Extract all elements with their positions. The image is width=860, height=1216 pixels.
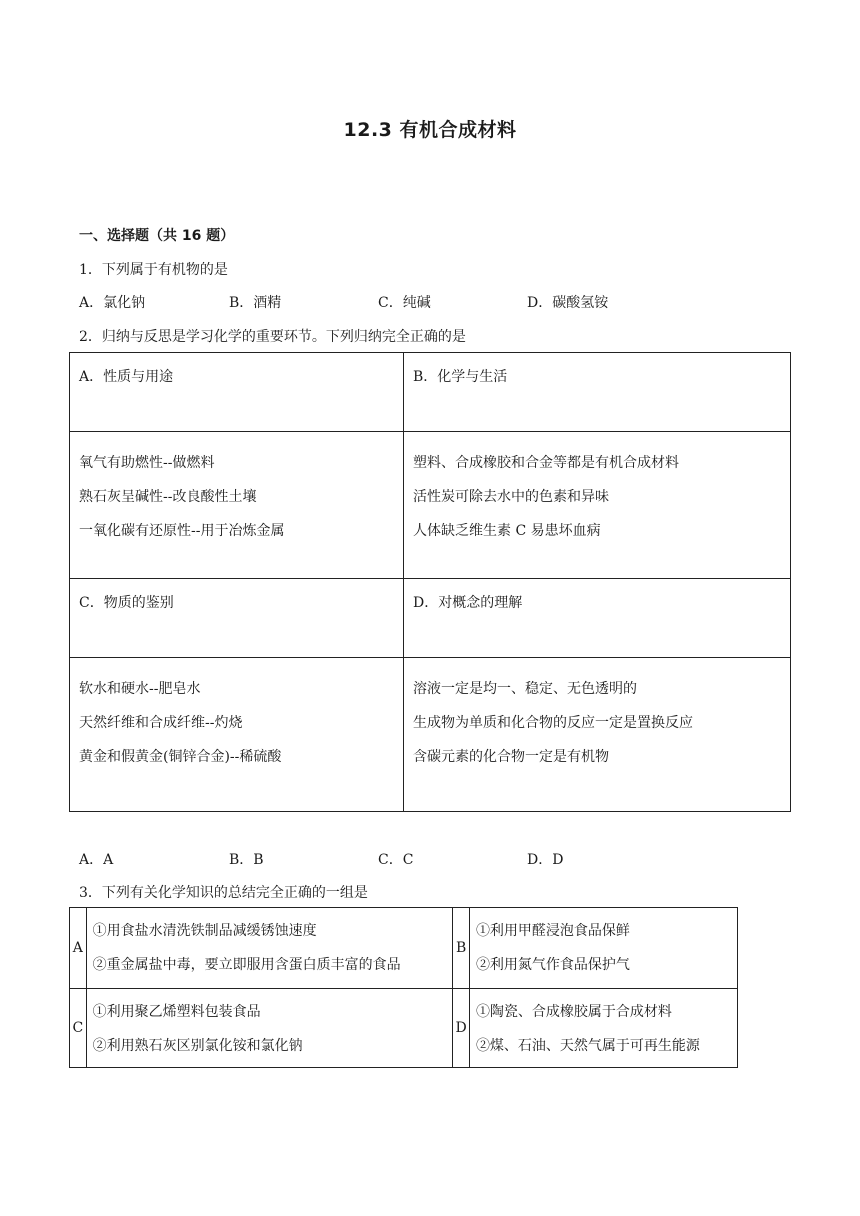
q3-a-item: ②重金属盐中毒，要立即服用含蛋白质丰富的食品 [92, 957, 401, 973]
q2-b-item: 活性炭可除去水中的色素和异味 [413, 489, 609, 505]
page-title: 12.3 有机合成材料 [343, 119, 517, 141]
q1-stem: 1．下列属于有机物的是 [79, 262, 228, 278]
q2-option-a: A．A [79, 852, 114, 868]
q2-b-title: B．化学与生活 [413, 369, 508, 385]
q2-cell-a-title [70, 353, 404, 432]
q2-d-item: 溶液一定是均一、稳定、无色透明的 [413, 681, 637, 697]
q2-cell-a-items [70, 432, 404, 579]
q3-label-b: B [453, 908, 470, 989]
q3-cell-a [86, 908, 453, 989]
q1-option-a: A．氯化钠 [79, 295, 146, 311]
q2-option-b: B．B [229, 852, 264, 868]
section-header: 一、选择题（共 16 题） [79, 228, 235, 244]
q3-cell-b [469, 908, 737, 989]
q2-b-item: 人体缺乏维生素 C 易患坏血病 [413, 523, 601, 539]
q1-option-b: B．酒精 [229, 295, 282, 311]
q2-c-item: 软水和硬水--肥皂水 [79, 681, 201, 697]
q2-d-title: D．对概念的理解 [413, 595, 523, 611]
q2-a-title: A．性质与用途 [79, 369, 174, 385]
q3-b-item: ①利用甲醛浸泡食品保鲜 [475, 923, 630, 939]
q2-cell-c-items [70, 658, 404, 812]
q2-c-title: C．物质的鉴别 [79, 595, 174, 611]
q2-cell-b-items [404, 432, 791, 579]
q2-d-item: 生成物为单质和化合物的反应一定是置换反应 [413, 715, 693, 731]
q2-cell-d-title [404, 579, 791, 658]
q2-c-item: 天然纤维和合成纤维--灼烧 [79, 715, 243, 731]
q2-cell-c-title [70, 579, 404, 658]
q2-cell-b-title [404, 353, 791, 432]
q2-a-item: 熟石灰呈碱性--改良酸性土壤 [79, 489, 257, 505]
q3-label-c: C [70, 989, 87, 1068]
q3-c-item: ①利用聚乙烯塑料包装食品 [92, 1004, 261, 1020]
q3-d-item: ①陶瓷、合成橡胶属于合成材料 [475, 1004, 672, 1020]
q2-c-item: 黄金和假黄金(铜锌合金)--稀硫酸 [79, 749, 282, 765]
q3-cell-c [86, 989, 453, 1068]
q2-cell-d-items [404, 658, 791, 812]
q1-option-d: D．碳酸氢铵 [527, 295, 609, 311]
q2-b-item: 塑料、合成橡胶和合金等都是有机合成材料 [413, 455, 679, 471]
q3-table [69, 907, 738, 1068]
q3-label-a: A [70, 908, 87, 989]
q3-label-d: D [453, 989, 470, 1068]
q3-a-item: ①用食盐水清洗铁制品减缓锈蚀速度 [92, 923, 317, 939]
q3-stem: 3．下列有关化学知识的总结完全正确的一组是 [79, 885, 368, 901]
q2-table [69, 352, 791, 812]
q2-a-item: 一氧化碳有还原性--用于冶炼金属 [79, 523, 285, 539]
q2-option-c: C．C [378, 852, 414, 868]
q2-stem: 2．归纳与反思是学习化学的重要环节。下列归纳完全正确的是 [79, 329, 466, 345]
q2-a-item: 氧气有助燃性--做燃料 [79, 455, 215, 471]
q2-option-d: D．D [527, 852, 564, 868]
q3-c-item: ②利用熟石灰区别氯化铵和氯化钠 [92, 1038, 303, 1054]
q1-option-c: C．纯碱 [378, 295, 431, 311]
q2-d-item: 含碳元素的化合物一定是有机物 [413, 749, 609, 765]
q3-cell-d [469, 989, 737, 1068]
q3-d-item: ②煤、石油、天然气属于可再生能源 [475, 1038, 700, 1054]
q3-b-item: ②利用氮气作食品保护气 [475, 957, 630, 973]
